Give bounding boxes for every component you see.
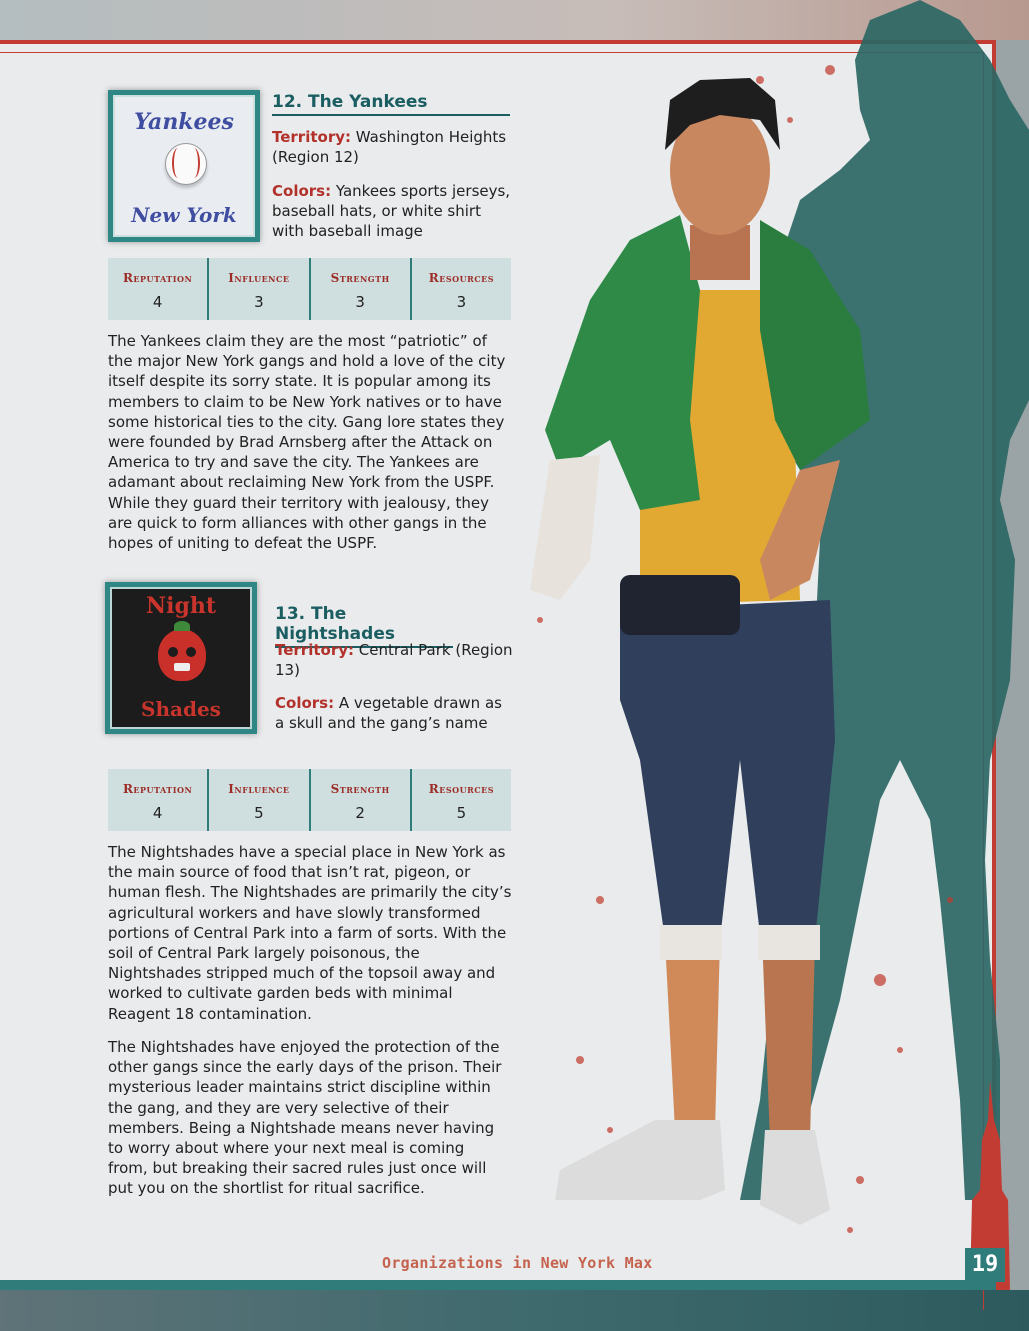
- territory-label: Territory:: [272, 128, 351, 146]
- stat-reputation: Reputation 4: [108, 258, 209, 320]
- chapter-footer: Organizations in New York Max: [382, 1254, 653, 1272]
- yankees-logo-top-text: Yankees: [134, 109, 234, 135]
- nightshades-description-2: The Nightshades have enjoyed the protection of the other gangs since the early days of the prison. Their mysterious leader maintains strict discipline within the gang, and they are very selective of their members. Being a Nightshade means never having to worry about where your next meal is coming from, but breaking their sacred rules just once will put you on the shortlist for ritual sacrifice.: [108, 1038, 502, 1198]
- stat-strength: Strength 3: [311, 258, 412, 320]
- right-shoe: [760, 1130, 830, 1225]
- stat-resources: Resources 3: [428, 271, 494, 311]
- tomato-skull-icon: [158, 629, 206, 681]
- right-calf: [762, 935, 815, 1140]
- stat-reputation: Reputation 4: [108, 769, 209, 831]
- colors-value: Yankees sports jerseys, baseball hats, or white shirt with baseball image: [272, 182, 511, 240]
- fanny-pack: [620, 575, 740, 635]
- jeans: [620, 600, 835, 940]
- yankees-territory: [272, 127, 517, 167]
- left-arm: [530, 455, 600, 600]
- nightshades-logo-top-text: Night: [145, 593, 216, 619]
- yankees-stats-table: [108, 258, 511, 320]
- page-number: 19: [965, 1248, 1005, 1282]
- nightshades-logo: [105, 582, 257, 734]
- bottom-background: [0, 1290, 1029, 1331]
- colors-label: Colors:: [272, 182, 332, 200]
- gang-member-illustration: [480, 0, 1029, 1290]
- territory-value: Central Park (Region 13): [275, 641, 513, 679]
- nightshades-logo-bottom-text: Shades: [141, 697, 221, 721]
- nightshades-title: 13. The Nightshades: [275, 604, 453, 648]
- left-shoe: [555, 1120, 725, 1200]
- nightshades-territory: [275, 640, 520, 680]
- nightshades-stats-table: [108, 769, 511, 831]
- territory-label: Territory:: [275, 641, 354, 659]
- colors-label: Colors:: [275, 694, 335, 712]
- yankees-logo: [108, 90, 260, 242]
- left-leg-wrap: [660, 925, 722, 960]
- stat-influence: Influence 5: [209, 769, 310, 831]
- colors-value: A vegetable drawn as a skull and the gang’s name: [275, 694, 502, 732]
- stat-influence: Influence 3: [209, 258, 310, 320]
- yankees-description: The Yankees claim they are the most “patriotic” of the major New York gangs and hold a love of the city itself despite its sorry state. It is popular among its members to claim to be New York natives or to have some historical ties to the city. Gang lore states they were founded by Brad Arnsberg after the Attack on America to try and save the city. The Yankees are adamant about reclaiming New York from the USPF. While they guard their territory with jealousy, they are quick to form alliances with other gangs in the hopes of uniting to defeat the USPF.: [108, 332, 506, 553]
- page-bottom-band: [0, 1280, 996, 1290]
- baseball-icon: [165, 143, 207, 185]
- nightshades-description-1: The Nightshades have a special place in New York as the main source of food that isn’t rat, pigeon, or human flesh. The Nightshades are primarily the city’s agricultural workers and have slowly transformed portions of Central Park into a farm of sorts. With the soil of Central Park largely poisonous, the Nightshades stripped much of the topsoil away and worked to cultivate garden beds with minimal Reagent 18 contamination.: [108, 843, 512, 1023]
- stat-strength: Strength 2: [311, 769, 412, 831]
- left-calf: [665, 940, 720, 1130]
- territory-value: Washington Heights (Region 12): [272, 128, 507, 166]
- nightshades-colors: [275, 693, 510, 733]
- stat-resources: Resources 5: [428, 782, 494, 822]
- yankees-colors: [272, 181, 517, 241]
- yankees-logo-bottom-text: New York: [131, 203, 237, 227]
- yankees-title: 12. The Yankees: [272, 92, 510, 116]
- right-leg-wrap: [758, 925, 820, 960]
